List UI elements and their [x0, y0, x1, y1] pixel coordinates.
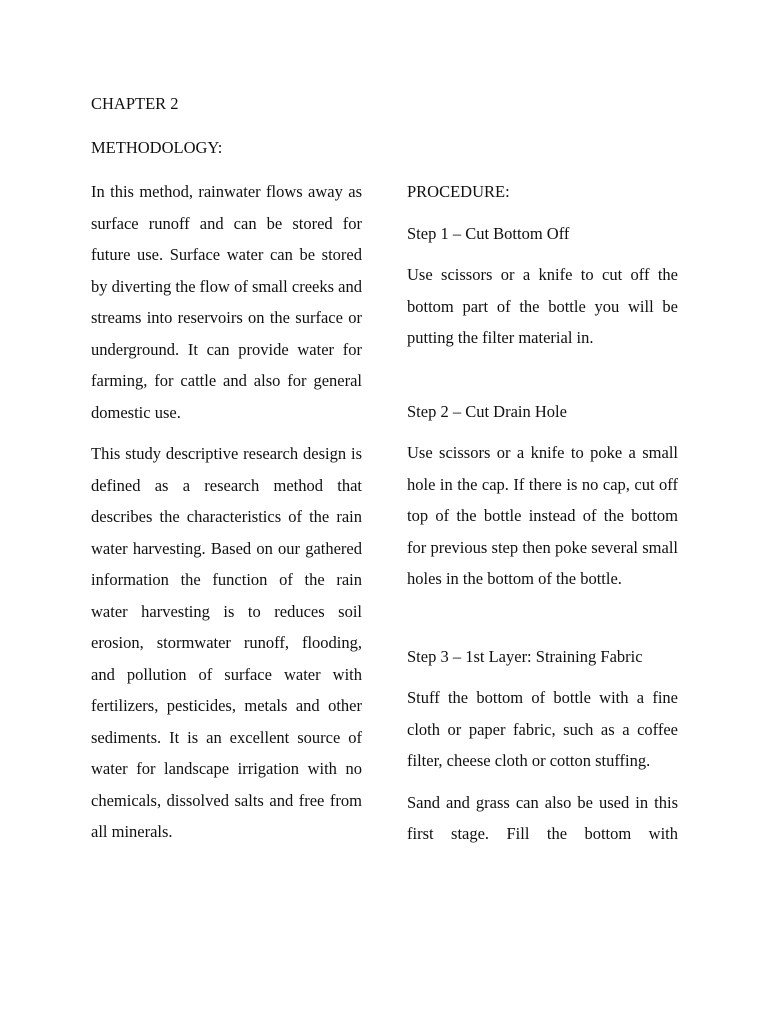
trailing-paragraph: Sand and grass can also be used in this first stage. Fill the bottom with	[407, 792, 678, 843]
right-column	[407, 176, 678, 850]
methodology-paragraph-2: This study descriptive research design is defined as a research method that describes the characteristics of the rain water harvesting. Based on our gathered information the function of the rain water harvesting is to reduces soil erosion, stormwater runoff, flooding, and pollution of surface water with fertilizers, pesticides, metals and other sediments. It is an excellent source of water for landscape irrigation with no chemicals, dissolved salts and free from all minerals.	[91, 444, 362, 841]
step-1-text: Use scissors or a knife to cut off the bottom part of the bottle you will be putting the filter material in.	[407, 265, 678, 347]
methodology-heading: METHODOLOGY:	[91, 138, 223, 157]
step-3-text: Stuff the bottom of bottle with a fine cloth or paper fabric, such as a coffee filter, cheese cloth or cotton stuffing.	[407, 688, 678, 770]
step-3-title: Step 3 – 1st Layer: Straining Fabric	[407, 646, 643, 666]
left-column	[91, 176, 362, 848]
procedure-heading: PROCEDURE:	[407, 182, 510, 201]
methodology-paragraph-1: In this method, rainwater flows away as surface runoff and can be stored for future use. Surface water can be stored by diverting the flow of small creeks and streams into reservoirs on the surface or underground. It can provide water for farming, for cattle and also for general domestic use.	[91, 182, 362, 422]
chapter-title: CHAPTER 2	[91, 94, 179, 113]
step-2-title: Step 2 – Cut Drain Hole	[407, 401, 567, 421]
step-2-text: Use scissors or a knife to poke a small hole in the cap. If there is no cap, cut off top of the bottle instead of the bottom for previous step then poke several small holes in the bottom of the bottle.	[407, 443, 678, 588]
step-1-title: Step 1 – Cut Bottom Off	[407, 223, 570, 243]
